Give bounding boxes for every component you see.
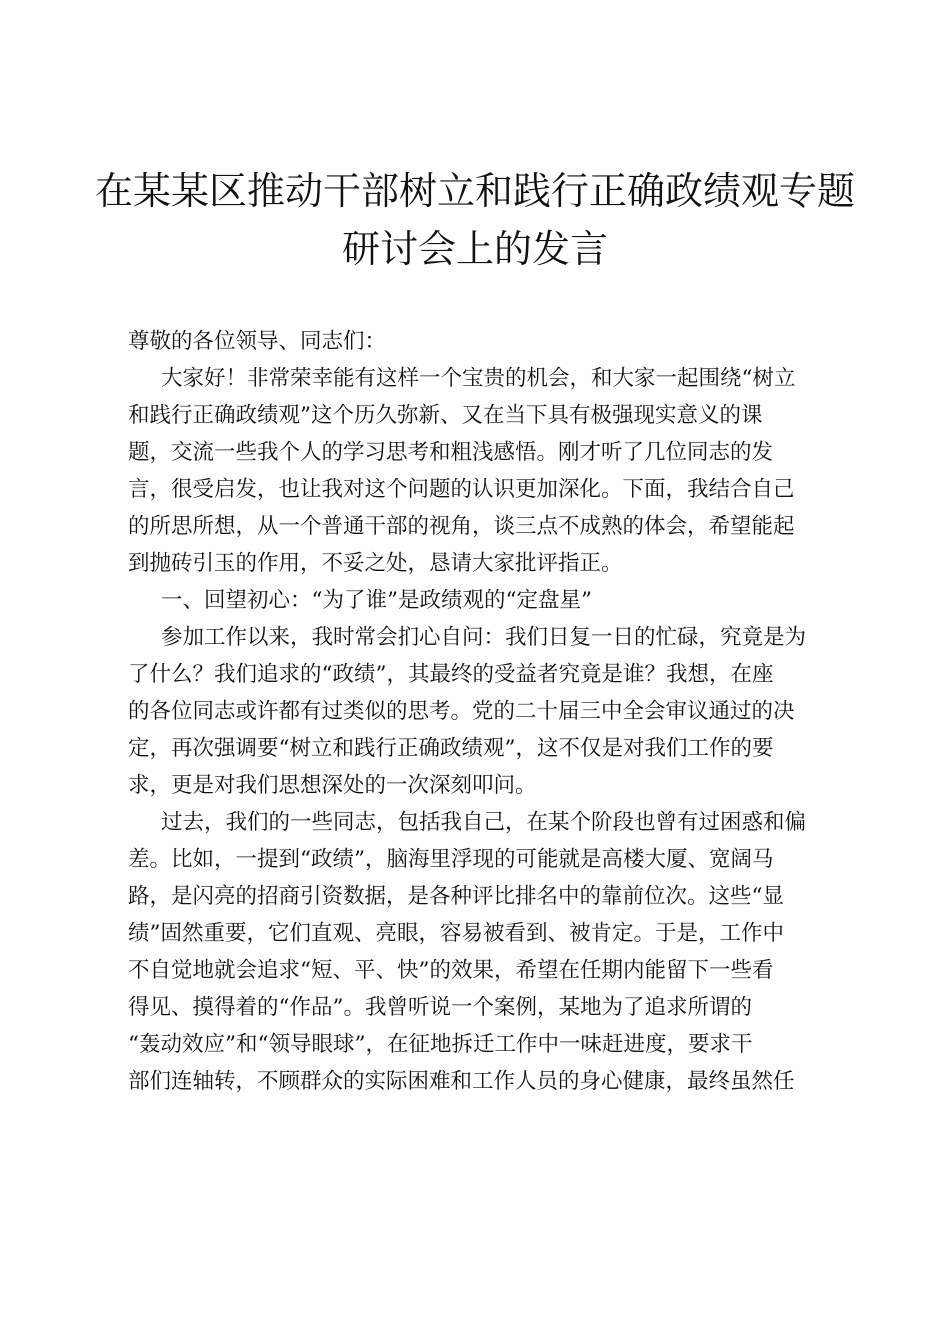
body-line: 不自觉地就会追求“短、平、快”的效果，希望在任期内能留下一些看: [128, 958, 774, 983]
body-line: 和践行正确政绩观”这个历久弥新、又在当下具有极强现实意义的课: [128, 403, 763, 428]
body-line: “轰动效应”和“领导眼球”，在征地拆迁工作中一味赶进度，要求干: [128, 1032, 753, 1057]
body-line: 差。比如，一提到“政绩”，脑海里浮现的可能就是高楼大厦、宽阔马: [128, 847, 774, 872]
document-title-line-1: 在某某区推动干部树立和践行正确政绩观专题: [94, 169, 855, 213]
body-line: 到抛砖引玉的作用，不妥之处，恳请大家批评指正。: [128, 551, 623, 576]
salutation: 尊敬的各位领导、同志们：: [128, 329, 387, 354]
body-line: 参加工作以来，我时常会扪心自问：我们日复一日的忙碌，究竟是为: [161, 625, 807, 650]
body-line: 了什么？我们追求的“政绩”，其最终的受益者究竟是谁？我想，在座: [128, 662, 774, 687]
body-line: 路，是闪亮的招商引资数据，是各种评比排名中的靠前位次。这些“显: [128, 884, 784, 909]
document-body: [128, 323, 828, 1100]
body-line: 部们连轴转，不顾群众的实际困难和工作人员的身心健康，最终虽然任: [128, 1069, 795, 1094]
body-line: 过去，我们的一些同志，包括我自己，在某个阶段也曾有过困惑和偏: [161, 810, 807, 835]
section-heading: 一、回望初心：“为了谁”是政绩观的“定盘星”: [161, 588, 592, 613]
document-title-line-2: 研讨会上的发言: [341, 227, 608, 271]
body-line: 大家好！非常荣幸能有这样一个宝贵的机会，和大家一起围绕“树立: [161, 366, 796, 391]
body-line: 的所思所想，从一个普通干部的视角，谈三点不成熟的体会，希望能起: [128, 514, 795, 539]
body-line: 定，再次强调要“树立和践行正确政绩观”，这不仅是对我们工作的要: [128, 736, 774, 761]
body-line: 得见、摸得着的“作品”。我曾听说一个案例，某地为了追求所谓的: [128, 995, 752, 1020]
body-line: 绩”固然重要，它们直观、亮眼，容易被看到、被肯定。于是，工作中: [128, 921, 784, 946]
body-line: 题，交流一些我个人的学习思考和粗浅感悟。刚才听了几位同志的发: [128, 440, 774, 465]
body-line: 言，很受启发，也让我对这个问题的认识更加深化。下面，我结合自己: [128, 477, 795, 502]
body-line: 求，更是对我们思想深处的一次深刻叩问。: [128, 773, 537, 798]
body-line: 的各位同志或许都有过类似的思考。党的二十届三中全会审议通过的决: [128, 699, 795, 724]
